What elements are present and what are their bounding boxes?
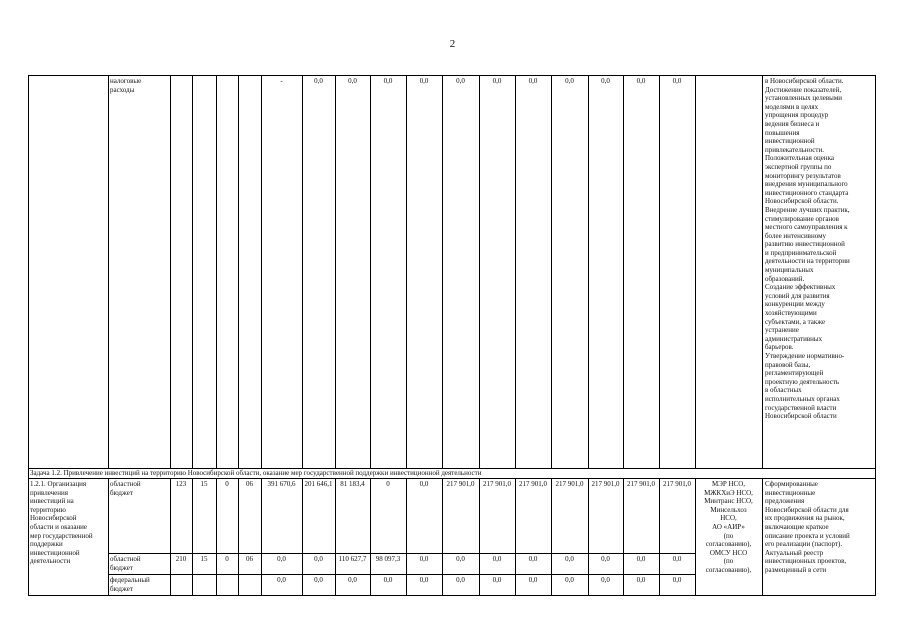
task-title: Задача 1.2. Привлечение инвестиций на территорию Новосибирской области, оказание мер государственной поддержки инвестиционной деятельности [30,469,482,477]
value-cell: 0,0 [672,576,682,584]
value-cell: 217 901,0 [519,480,547,488]
value-cell: 0,0 [601,555,610,563]
value-cell: 0,0 [636,555,646,563]
table-rule [515,75,516,469]
measure-name: 1.2.1. Организация привлечения инвестиций на территорию Новосибирской области и оказание мер государственной поддержки инвестиционной деятельности [30,480,93,566]
value-cell: 0,0 [456,555,465,563]
value-cell: 0,0 [314,576,323,584]
table-rule [192,478,193,596]
table-rule [216,75,217,469]
value-cell: 0,0 [277,555,286,563]
value-cell: 0,0 [419,77,429,85]
value-cell: 0,0 [314,555,323,563]
value-cell: 0,0 [419,555,429,563]
table-rule [28,595,876,596]
table-rule [28,478,876,479]
value-cell: 0,0 [672,555,682,563]
value-cell: 217 901,0 [483,480,511,488]
value-cell: 217 901,0 [627,480,655,488]
table-rule [335,75,336,469]
code-cell: 15 [200,480,208,488]
table-rule [406,75,407,469]
value-cell: 0,0 [528,555,538,563]
table-rule [108,75,109,469]
table-rule [302,75,303,469]
value-cell: 0,0 [601,77,610,85]
table-rule [479,75,480,469]
measure-result: Сформированные инвестиционные предложения Новосибирской области для их продвижения на рынок, включающие краткое описание проекта и условий его реализации (паспорт). Актуальный реестр инвестиционных проектов, размещенный в сети [765,480,850,574]
table-rule [108,553,696,554]
table-rule [28,478,29,596]
code-cell: 0 [225,480,229,488]
value-cell: 0,0 [383,576,393,584]
value-cell: 98 097,3 [375,555,401,563]
table-rule [762,75,763,469]
value-cell: 0,0 [383,77,393,85]
table-rule [28,468,29,479]
value-cell: 0,0 [492,77,502,85]
value-cell: 0,0 [419,480,429,488]
value-cell: 0,0 [314,77,323,85]
value-cell: 0,0 [348,576,357,584]
value-cell: 0,0 [565,576,574,584]
value-cell: 0 [386,480,390,488]
value-cell: 0,0 [456,576,465,584]
value-cell: 0,0 [492,555,502,563]
code-cell: 210 [175,555,187,563]
value-cell: 0,0 [277,576,286,584]
table-rule [238,478,239,596]
table-rule [28,75,876,76]
value-cell: 0,0 [456,77,465,85]
value-cell: 0,0 [601,576,610,584]
funding-source: налоговые расходы [110,77,142,94]
value-cell: 0,0 [492,576,502,584]
table-rule [170,75,171,469]
value-cell: 391 670,6 [267,480,296,488]
table-rule [28,75,29,469]
value-cell: 201 646,1 [304,480,333,488]
code-cell: 06 [246,480,253,488]
value-cell: 81 183,4 [340,480,365,488]
value-cell: 217 901,0 [663,480,691,488]
value-cell: 0,0 [672,77,682,85]
table-rule [442,75,443,469]
result-text: в Новосибирской области. Достижение показателей, установленных целевыми моделями в целях упрощения процедур ведения бизнеса и повышения инвестиционной привлекательности. Положительная оценка экспертной группы по мониторингу результатов внедрения муниципального инвестиционного стандарта Новосибирской области. Внедрение лучших практик, стимулирование органов местного самоуправления к более интенсивному развитию инвестиционной и предпринимательской деятельности на территории муниципальных образований. Создание эффективных условий для развития конкуренции между хозяйствующими субъектами, а также устранение административных барьеров. Утверждение нормативно- правовой базы, регламентирующей проектную деятельность в областных исполнительных органах государственной власти Новосибирской области [765,77,850,421]
table-rule [261,75,262,469]
code-cell: 0 [225,555,229,563]
code-cell: 123 [175,480,187,488]
value-cell: 0,0 [565,555,574,563]
code-cell: 06 [246,555,253,563]
value-cell: 0,0 [528,77,538,85]
table-rule [875,75,876,469]
table-rule [108,574,696,575]
program-table [28,75,875,595]
table-rule [238,75,239,469]
value-cell: 0,0 [565,77,574,85]
table-rule [370,75,371,469]
table-rule [170,478,171,596]
page-number: 2 [449,38,456,50]
value-cell: - [280,77,283,85]
funding-source: областной бюджет [110,480,141,497]
table-rule [695,75,696,469]
value-cell: 217 901,0 [555,480,584,488]
value-cell: 0,0 [419,576,429,584]
table-rule [623,75,624,469]
value-cell: 217 901,0 [446,480,475,488]
value-cell: 217 901,0 [591,480,620,488]
executors: МЭР НСО, МЖКХиЭ НСО, Минтранс НСО, Минсельхоз НСО, АО «АИР» (по согласованию), ОМСУ НСО (по согласованию), [704,480,753,574]
funding-source: областной бюджет [110,555,141,572]
value-cell: 0,0 [636,77,646,85]
table-rule [551,75,552,469]
value-cell: 110 627,7 [338,555,367,563]
table-rule [108,478,109,596]
table-rule [762,478,763,596]
table-rule [192,75,193,469]
table-rule [875,478,876,596]
code-cell: 15 [200,555,208,563]
table-rule [659,75,660,469]
funding-source: федеральный бюджет [110,576,150,593]
value-cell: 0,0 [636,576,646,584]
table-rule [588,75,589,469]
table-rule [216,478,217,596]
value-cell: 0,0 [348,77,357,85]
value-cell: 0,0 [528,576,538,584]
table-rule [875,468,876,479]
